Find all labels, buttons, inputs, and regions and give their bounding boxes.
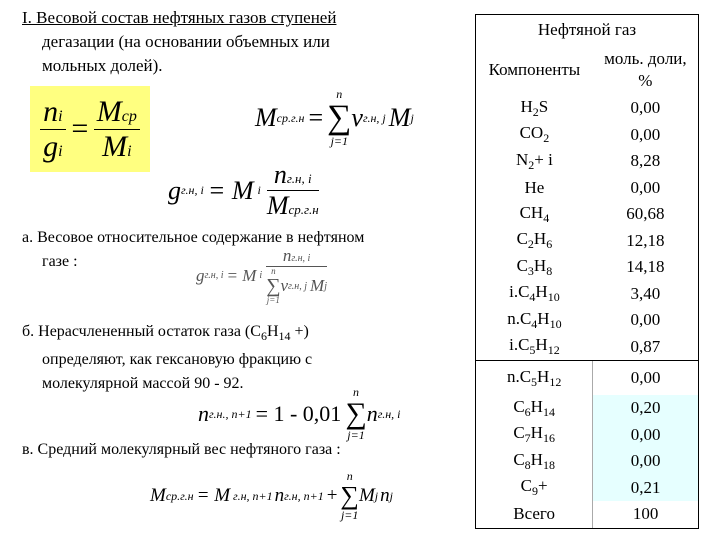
component-value: 0,00	[593, 122, 699, 149]
column-header-mole-fraction: моль. доли, %	[593, 45, 699, 95]
component-value: 0,00	[593, 422, 699, 449]
component-value: 0,87	[593, 334, 699, 361]
section-b-line3: молекулярной массой 90 - 92.	[42, 375, 244, 392]
component-name: $i.C_5H_{12}$	[476, 334, 593, 361]
section-a-line2: газе :	[42, 253, 78, 270]
table-row	[476, 254, 699, 281]
component-name: $C_9+$	[476, 475, 593, 502]
table-title: Нефтяной газ	[476, 15, 699, 46]
component-name: He	[476, 175, 593, 202]
column-header-components: Компоненты	[476, 45, 593, 95]
component-value: 12,18	[593, 228, 699, 255]
table-row	[476, 475, 699, 502]
component-name: $CH_4$	[476, 201, 593, 228]
g-formula-fraction: $\frac{nг.н, i}{\text{Mср.г.н}}$	[266, 160, 319, 220]
component-name: $C_6H_{14}$	[476, 395, 593, 422]
main-formula-right: $\frac{\text{Mср}}{Mi}$	[94, 95, 140, 164]
component-name: $H_2S$	[476, 95, 593, 122]
section-1-line3: мольных долей).	[42, 56, 163, 75]
table-row	[476, 175, 699, 202]
table-row	[476, 148, 699, 175]
v-formula: M ср.г.н = M г.н, n+1 n г.н, n+1 + n ∑ j=1 M j n j	[150, 469, 393, 522]
section-1-title: I. Весовой состав нефтяных газов ступеней	[22, 8, 337, 27]
component-value: 0,20	[593, 395, 699, 422]
table-total-row	[476, 501, 699, 528]
table-row	[476, 334, 699, 361]
total-value: 100	[593, 501, 699, 528]
table-header-row	[476, 15, 699, 46]
section-v	[22, 438, 462, 462]
main-formula: $\frac{ni}{gi}$ = $\frac{\text{Mср}}{Mi}$	[30, 86, 150, 172]
component-name: $n.C_4H_{10}$	[476, 307, 593, 334]
v-sum-symbol: n ∑ j=1	[340, 469, 359, 522]
section-b	[22, 320, 462, 396]
component-value: 60,68	[593, 201, 699, 228]
main-formula-left: $\frac{ni}{gi}$	[40, 95, 65, 164]
a-formula-fraction: nг.н, i n ∑ j=1 ν г.н, j M j	[266, 246, 327, 305]
section-b-line2: определяют, как гексановую фракцию с	[42, 351, 313, 368]
sum-symbol: n ∑ j=1	[327, 87, 352, 148]
component-name: $n.C_5H_{12}$	[476, 361, 593, 396]
table-row	[476, 448, 699, 475]
component-value: 0,00	[593, 307, 699, 334]
component-value: 0,00	[593, 361, 699, 396]
a-formula: g г.н, i = M i nг.н, i n ∑ j=1 ν г.н, j M j	[196, 246, 327, 305]
table-row	[476, 281, 699, 308]
component-value: 0,00	[593, 448, 699, 475]
section-v-line1: в. Средний молекулярный вес нефтяного газа :	[22, 441, 341, 458]
b-formula: n г.н., n+1 = 1 - 0,01 n ∑ j=1 n г.н, i	[198, 385, 401, 442]
component-name: $i.C_4H_{10}$	[476, 281, 593, 308]
component-name: $C_3H_8$	[476, 254, 593, 281]
table-row	[476, 422, 699, 449]
section-1-line2: дегазации (на основании объемных или	[42, 32, 330, 51]
section-a-line1: а. Весовое относительное содержание в нефтяном	[22, 229, 365, 246]
table-row	[476, 228, 699, 255]
component-value: 0,00	[593, 175, 699, 202]
component-value: 0,00	[593, 95, 699, 122]
b-sum-symbol: n ∑ j=1	[345, 385, 367, 442]
table-row	[476, 201, 699, 228]
component-value: 0,21	[593, 475, 699, 502]
component-name: $C_7H_{16}$	[476, 422, 593, 449]
mcp-formula: M ср.г.н = n ∑ j=1 ν г.н, j M j	[255, 87, 414, 148]
component-name: $CO_2$	[476, 122, 593, 149]
total-label: Всего	[476, 501, 593, 528]
component-value: 8,28	[593, 148, 699, 175]
table-row	[476, 361, 699, 396]
section-b-line1: б. Нерасчлененный остаток газа ($С_6Н_{14}$ +)	[22, 323, 309, 343]
section-1	[22, 6, 462, 78]
component-name: $C_2H_6$	[476, 228, 593, 255]
component-name: $C_8H_{18}$	[476, 448, 593, 475]
g-formula: g г.н, i = M i $\frac{nг.н, i}{\text{Mср.г.н}}$	[168, 160, 319, 220]
table-row	[476, 307, 699, 334]
table-row	[476, 122, 699, 149]
composition-table	[475, 14, 699, 529]
table-row	[476, 95, 699, 122]
component-value: 14,18	[593, 254, 699, 281]
component-name: $N_2+ i$	[476, 148, 593, 175]
table-column-headers	[476, 45, 699, 95]
table-row	[476, 395, 699, 422]
component-value: 3,40	[593, 281, 699, 308]
